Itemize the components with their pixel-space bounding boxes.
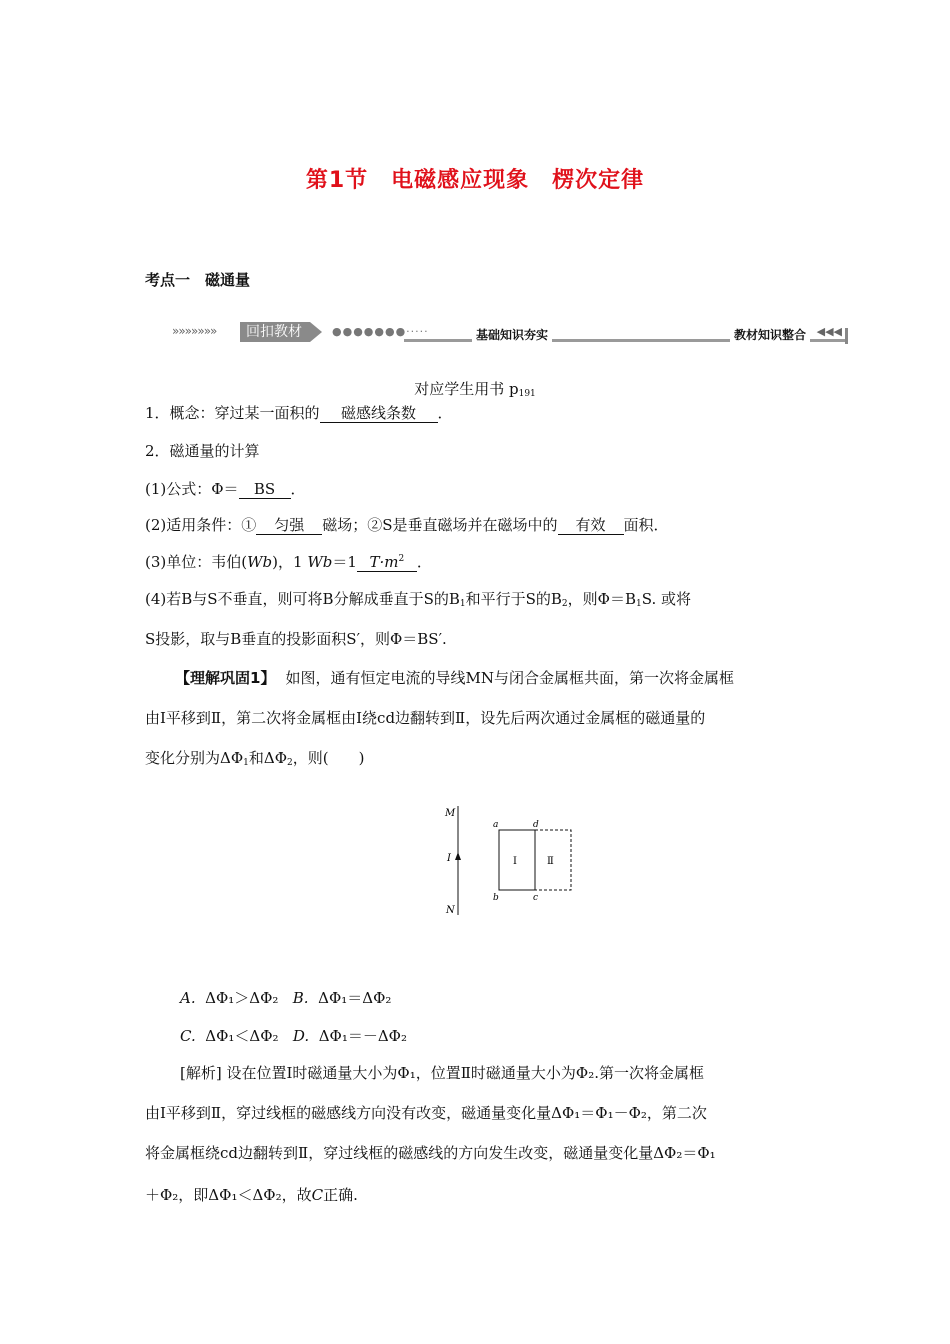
blank-unit: $T\cdot m^2$ (357, 551, 417, 572)
question-line-3: 变化分别为$\Delta\Phi_1$和$\Delta\Phi_2$，则( ) (145, 749, 365, 768)
option-c-text: ΔΦ₁＜ΔΦ₂ (205, 1027, 279, 1045)
option-b-text: ΔΦ₁＝ΔΦ₂ (318, 989, 392, 1007)
chevrons-right-icon: »»»»»»» (172, 324, 217, 338)
label-b: b (493, 893, 499, 903)
section-banner (172, 322, 848, 346)
chevrons-left-icon: ◀◀◀ (816, 325, 842, 338)
figure-svg (438, 800, 588, 920)
frame-position-1 (499, 830, 535, 890)
reference-page: 191 (518, 389, 536, 399)
item-1: 1．概念：穿过某一面积的 磁感线条数 ． (145, 404, 453, 422)
label-d: d (533, 820, 539, 830)
current-arrow-icon (455, 852, 461, 860)
region-1-label: Ⅰ (513, 856, 517, 867)
label-c: c (533, 893, 539, 903)
label-m: M (445, 808, 456, 819)
label-n: N (446, 905, 455, 916)
item-2-3: (3)单位：韦伯(Wb)，1 Wb＝1 $T\cdot m^2$ ． (145, 553, 432, 571)
reference-text: 对应学生用书 p (414, 380, 519, 398)
option-d-text: ΔΦ₁＝－ΔΦ₂ (318, 1027, 407, 1045)
page-title: 第1节 电磁感应现象 楞次定律 (305, 168, 645, 193)
item-2-2: (2)适用条件：① 匀强 磁场；②S是垂直磁场并在磁场中的 有效 面积． (145, 516, 669, 534)
dots-decoration-icon: ●●●●●●●····· (332, 325, 429, 338)
analysis-line-1: [解析] 设在位置Ⅰ时磁通量大小为Φ₁，位置Ⅱ时磁通量大小为Φ₂.第一次将金属框 (180, 1064, 704, 1082)
label-i: I (447, 853, 451, 864)
banner-end-bar (845, 328, 848, 344)
circuit-figure (438, 800, 588, 920)
item-2-4: (4)若B与S不垂直，则可将B分解成垂直于S的$B_1$和平行于S的$B_2$，则$\Phi=B_1S$. 或将 (145, 590, 691, 609)
banner-right-label: 教材知识整合 (730, 326, 810, 343)
question-line-1: 【理解巩固1】 如图，通有恒定电流的导线MN与闭合金属框共面，第一次将金属框 (175, 669, 734, 687)
analysis-line-3: 将金属框绕cd边翻转到Ⅱ，穿过线框的磁感线的方向发生改变，磁通量变化量ΔΦ₂＝Φ₁ (145, 1144, 716, 1162)
options-row-2 (180, 1025, 407, 1046)
banner-middle-label: 基础知识夯实 (472, 326, 552, 343)
blank-formula: BS (239, 481, 291, 499)
question-line-2: 由Ⅰ平移到Ⅱ，第二次将金属框由Ⅰ绕cd边翻转到Ⅱ，设先后两次通过金属框的磁通量的 (145, 709, 706, 727)
blank-condition-2: 有效 (558, 517, 624, 535)
label-a: a (493, 820, 499, 830)
option-a-letter: A. (180, 989, 196, 1007)
analysis-line-2: 由Ⅰ平移到Ⅱ，穿过线框的磁感线方向没有改变，磁通量变化量ΔΦ₁＝Φ₁－Φ₂，第二次 (145, 1104, 707, 1122)
option-a-text: ΔΦ₁＞ΔΦ₂ (205, 989, 279, 1007)
reference-line (0, 378, 950, 399)
banner-tag: 回扣教材 (240, 322, 310, 342)
item-2: 2．磁通量的计算 (145, 442, 260, 460)
region-2-label: Ⅱ (547, 856, 554, 867)
blank-1: 磁感线条数 (320, 405, 438, 423)
options-row-1 (180, 987, 391, 1008)
answer-letter: C (311, 1186, 324, 1204)
question-tag: 【理解巩固1】 (175, 669, 276, 687)
analysis-line-4: ＋Φ₂，即ΔΦ₁＜ΔΦ₂，故C正确. (145, 1186, 358, 1204)
blank-condition-1: 匀强 (256, 517, 322, 535)
option-c-letter: C. (180, 1027, 196, 1045)
item-2-4-continued: S投影，取与B垂直的投影面积S′，则Φ＝BS′. (145, 630, 447, 648)
option-d-letter: D. (292, 1027, 310, 1045)
item-2-1: (1)公式：Φ＝ BS ． (145, 480, 306, 498)
section-heading: 考点一 磁通量 (145, 271, 251, 289)
option-b-letter: B. (292, 989, 309, 1007)
